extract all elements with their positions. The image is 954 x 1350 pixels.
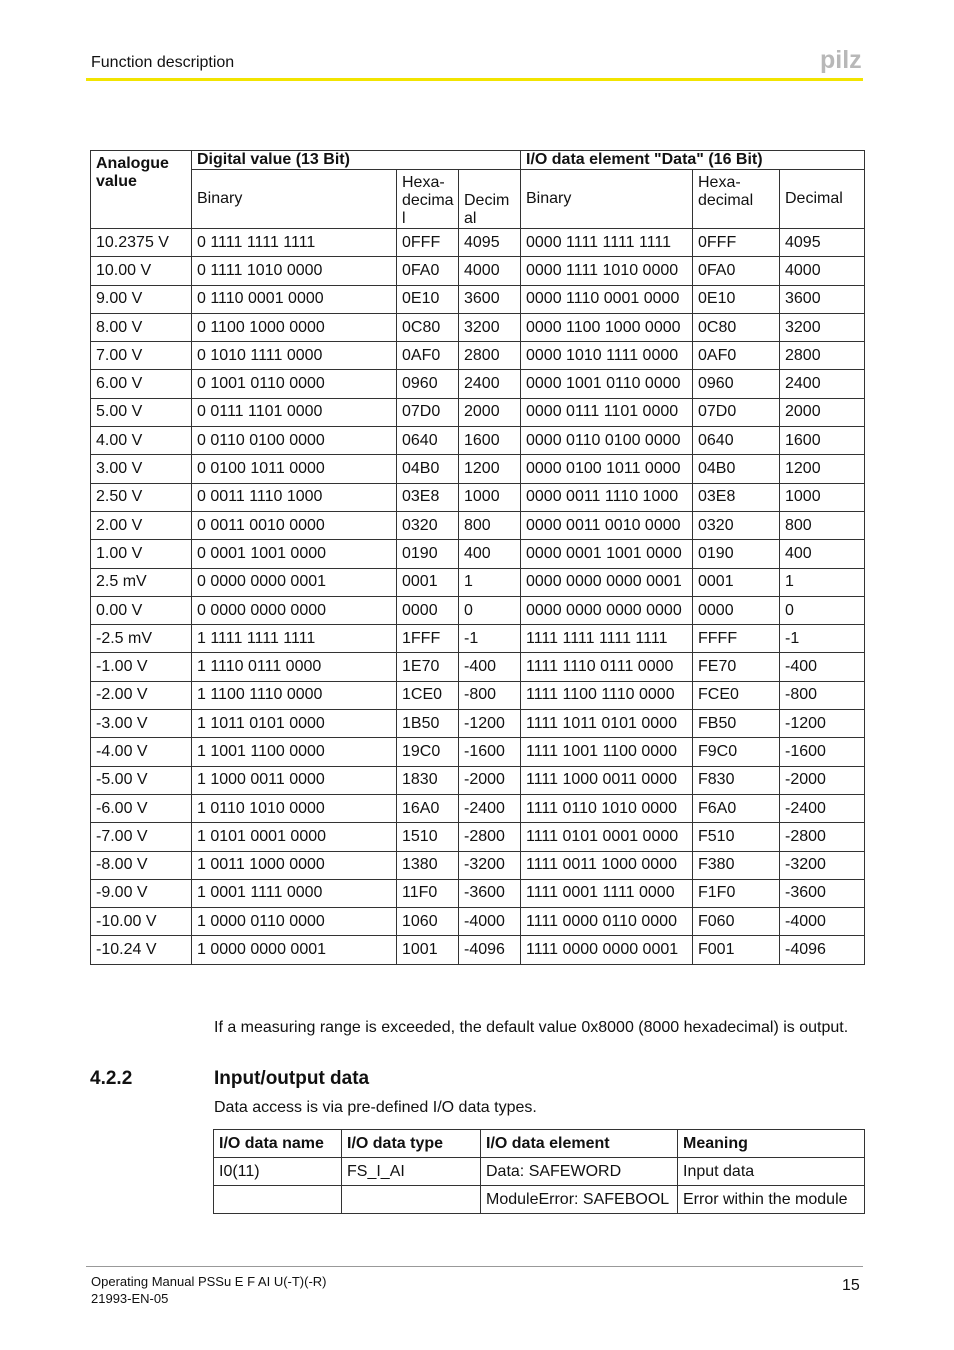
table-cell: 0000 bbox=[693, 596, 780, 624]
table-row bbox=[91, 342, 865, 370]
table-cell: 1200 bbox=[459, 455, 521, 483]
table-cell: 0000 1010 1111 0000 bbox=[521, 342, 693, 370]
table-cell: 0 bbox=[780, 596, 865, 624]
table-cell: 4.00 V bbox=[91, 427, 192, 455]
table-cell: 1200 bbox=[780, 455, 865, 483]
table-row bbox=[91, 908, 865, 936]
table-cell: 0FFF bbox=[397, 229, 459, 257]
table-cell: 1111 0110 1010 0000 bbox=[521, 794, 693, 822]
table-cell: 0960 bbox=[397, 370, 459, 398]
range-exceeded-note: If a measuring range is exceeded, the default value 0x8000 (8000 hexadecimal) is output. bbox=[214, 1019, 849, 1036]
table-cell: 0640 bbox=[693, 427, 780, 455]
table-cell: 1111 0101 0001 0000 bbox=[521, 823, 693, 851]
table-cell: -2800 bbox=[780, 823, 865, 851]
table-cell: -4.00 V bbox=[91, 738, 192, 766]
column-header: I/O data name bbox=[214, 1130, 342, 1158]
table-cell: -2000 bbox=[780, 766, 865, 794]
table-cell: 1000 bbox=[459, 483, 521, 511]
table-cell: -10.24 V bbox=[91, 936, 192, 964]
table-cell: 0000 bbox=[397, 596, 459, 624]
table-cell: 3600 bbox=[459, 285, 521, 313]
table-cell: 0 1010 1111 0000 bbox=[192, 342, 397, 370]
table-cell: 0000 0100 1011 0000 bbox=[521, 455, 693, 483]
table-cell: -10.00 V bbox=[91, 908, 192, 936]
table-cell: 2.5 mV bbox=[91, 568, 192, 596]
table-cell: 0AF0 bbox=[693, 342, 780, 370]
table-cell: 0640 bbox=[397, 427, 459, 455]
table-cell: 0000 1111 1111 1111 bbox=[521, 229, 693, 257]
col-decimal-16: Decimal bbox=[780, 170, 865, 229]
table-cell: F6A0 bbox=[693, 794, 780, 822]
table-cell: 0000 0111 1101 0000 bbox=[521, 398, 693, 426]
table-cell: 1111 0001 1111 0000 bbox=[521, 879, 693, 907]
table-cell: 1 0110 1010 0000 bbox=[192, 794, 397, 822]
table-row bbox=[214, 1158, 865, 1186]
table-cell: 2.00 V bbox=[91, 511, 192, 539]
table-cell: -1 bbox=[780, 625, 865, 653]
table-cell: 0 0000 0000 0001 bbox=[192, 568, 397, 596]
table-cell: 800 bbox=[459, 511, 521, 539]
table-cell: 4095 bbox=[780, 229, 865, 257]
table-row bbox=[91, 427, 865, 455]
table-cell: 2.50 V bbox=[91, 483, 192, 511]
table-cell: Input data bbox=[678, 1158, 865, 1186]
table-cell: 0 0110 0100 0000 bbox=[192, 427, 397, 455]
table-row bbox=[91, 257, 865, 285]
table-cell: 19C0 bbox=[397, 738, 459, 766]
table-cell: F9C0 bbox=[693, 738, 780, 766]
table-cell: 0190 bbox=[397, 540, 459, 568]
col-binary-13: Binary bbox=[192, 170, 397, 229]
table-cell: 0FA0 bbox=[397, 257, 459, 285]
table-cell: 03E8 bbox=[397, 483, 459, 511]
table-cell: -4096 bbox=[459, 936, 521, 964]
table-cell: 1E70 bbox=[397, 653, 459, 681]
table-cell: F380 bbox=[693, 851, 780, 879]
table-cell: -3200 bbox=[459, 851, 521, 879]
section-title: Input/output data bbox=[214, 1068, 370, 1089]
table-cell: 1 1111 1111 1111 bbox=[192, 625, 397, 653]
table-cell: 0E10 bbox=[397, 285, 459, 313]
table-cell: 03E8 bbox=[693, 483, 780, 511]
table-cell: 2000 bbox=[459, 398, 521, 426]
table-cell: 0001 bbox=[693, 568, 780, 596]
table-cell: ModuleError: SAFEBOOL bbox=[481, 1186, 678, 1214]
table-row bbox=[91, 681, 865, 709]
io-data-table bbox=[213, 1129, 865, 1214]
col-digital-value: Digital value (13 Bit) bbox=[192, 151, 521, 170]
table-cell: -800 bbox=[459, 681, 521, 709]
table-cell: 0 1001 0110 0000 bbox=[192, 370, 397, 398]
table-cell: 4000 bbox=[459, 257, 521, 285]
table-cell: -4096 bbox=[780, 936, 865, 964]
table-row bbox=[91, 738, 865, 766]
table-cell: 11F0 bbox=[397, 879, 459, 907]
table-cell: 1 0000 0000 0001 bbox=[192, 936, 397, 964]
table-cell: 0 0011 0010 0000 bbox=[192, 511, 397, 539]
table-cell: -3600 bbox=[459, 879, 521, 907]
table-cell: 1.00 V bbox=[91, 540, 192, 568]
table-cell: 1 1100 1110 0000 bbox=[192, 681, 397, 709]
table-row bbox=[91, 229, 865, 257]
table-row bbox=[91, 483, 865, 511]
table-cell: 0000 0000 0000 0000 bbox=[521, 596, 693, 624]
table-cell: 1FFF bbox=[397, 625, 459, 653]
col-hexa-13: Hexa- decima l bbox=[397, 170, 459, 229]
footer-manual-title: Operating Manual PSSu E F AI U(-T)(-R) bbox=[91, 1274, 327, 1289]
section-intro: Data access is via pre-defined I/O data types. bbox=[214, 1099, 537, 1116]
table-cell: 0 0001 1001 0000 bbox=[192, 540, 397, 568]
table-cell: 0000 0011 0010 0000 bbox=[521, 511, 693, 539]
table-row bbox=[91, 851, 865, 879]
table-cell: 8.00 V bbox=[91, 313, 192, 341]
col-analogue-value: Analogue value bbox=[91, 151, 192, 229]
table-cell: 2800 bbox=[459, 342, 521, 370]
table-cell: 0000 1001 0110 0000 bbox=[521, 370, 693, 398]
table-cell: 1 1001 1100 0000 bbox=[192, 738, 397, 766]
table-cell: 0FFF bbox=[693, 229, 780, 257]
table-cell: 10.2375 V bbox=[91, 229, 192, 257]
table-cell: -6.00 V bbox=[91, 794, 192, 822]
table-row bbox=[91, 540, 865, 568]
table-cell: -2.00 V bbox=[91, 681, 192, 709]
table-cell: 1510 bbox=[397, 823, 459, 851]
table-cell: 1 bbox=[459, 568, 521, 596]
table-row bbox=[91, 398, 865, 426]
table-cell: 0190 bbox=[693, 540, 780, 568]
table-cell: 2800 bbox=[780, 342, 865, 370]
table-row bbox=[91, 455, 865, 483]
table-cell: 0 bbox=[459, 596, 521, 624]
table-cell: 0320 bbox=[397, 511, 459, 539]
table-cell: -8.00 V bbox=[91, 851, 192, 879]
table-cell: 3.00 V bbox=[91, 455, 192, 483]
col-io-data-element: I/O data element "Data" (16 Bit) bbox=[521, 151, 865, 170]
table-cell: FB50 bbox=[693, 710, 780, 738]
table-cell: 1111 1100 1110 0000 bbox=[521, 681, 693, 709]
table-cell: 1600 bbox=[780, 427, 865, 455]
table-cell: 400 bbox=[459, 540, 521, 568]
table-cell: 1380 bbox=[397, 851, 459, 879]
table-cell: 1 1011 0101 0000 bbox=[192, 710, 397, 738]
table-cell: 3200 bbox=[459, 313, 521, 341]
table-cell: 1CE0 bbox=[397, 681, 459, 709]
table-cell: -4000 bbox=[780, 908, 865, 936]
table-cell bbox=[342, 1186, 481, 1214]
table-cell: 1 0001 1111 0000 bbox=[192, 879, 397, 907]
table-cell: -7.00 V bbox=[91, 823, 192, 851]
table-cell: 7.00 V bbox=[91, 342, 192, 370]
table-cell: 0 1100 1000 0000 bbox=[192, 313, 397, 341]
table-cell: 0000 0000 0000 0001 bbox=[521, 568, 693, 596]
footer-rule bbox=[86, 1266, 863, 1267]
column-header: I/O data element bbox=[481, 1130, 678, 1158]
table-cell: 1 0101 0001 0000 bbox=[192, 823, 397, 851]
col-decimal-13: Decim al bbox=[459, 170, 521, 229]
table-cell bbox=[214, 1186, 342, 1214]
table-cell: -400 bbox=[459, 653, 521, 681]
table-cell: 1000 bbox=[780, 483, 865, 511]
logo-text: pilz bbox=[820, 48, 862, 74]
pilz-logo bbox=[820, 48, 864, 74]
table-cell: F1F0 bbox=[693, 879, 780, 907]
table-row bbox=[214, 1186, 865, 1214]
table-row bbox=[91, 936, 865, 964]
table-cell: 1001 bbox=[397, 936, 459, 964]
column-header: Meaning bbox=[678, 1130, 865, 1158]
table-cell: 1830 bbox=[397, 766, 459, 794]
table-cell: 0 1111 1111 1111 bbox=[192, 229, 397, 257]
table-cell: -1200 bbox=[459, 710, 521, 738]
table-cell: 0 0000 0000 0000 bbox=[192, 596, 397, 624]
column-header: I/O data type bbox=[342, 1130, 481, 1158]
table-cell: -2.5 mV bbox=[91, 625, 192, 653]
table-cell: -1 bbox=[459, 625, 521, 653]
table-cell: 1111 1111 1111 1111 bbox=[521, 625, 693, 653]
table-cell: 2400 bbox=[780, 370, 865, 398]
table-cell: 0000 0001 1001 0000 bbox=[521, 540, 693, 568]
table-cell: F060 bbox=[693, 908, 780, 936]
table-cell: -1600 bbox=[459, 738, 521, 766]
table-cell: FS_I_AI bbox=[342, 1158, 481, 1186]
table-row bbox=[91, 794, 865, 822]
col-hexa-16: Hexa- decimal bbox=[693, 170, 780, 229]
conversion-table bbox=[90, 150, 865, 965]
table-cell: I0(11) bbox=[214, 1158, 342, 1186]
table-row bbox=[91, 710, 865, 738]
table-cell: 0FA0 bbox=[693, 257, 780, 285]
table-cell: 4095 bbox=[459, 229, 521, 257]
table-cell: 0 0100 1011 0000 bbox=[192, 455, 397, 483]
table-cell: 1B50 bbox=[397, 710, 459, 738]
table-cell: 1111 1001 1100 0000 bbox=[521, 738, 693, 766]
header-title: Function description bbox=[91, 54, 235, 71]
table-cell: 0000 1100 1000 0000 bbox=[521, 313, 693, 341]
table-cell: FFFF bbox=[693, 625, 780, 653]
table-row bbox=[91, 596, 865, 624]
table-cell: -3600 bbox=[780, 879, 865, 907]
table-cell: 10.00 V bbox=[91, 257, 192, 285]
table-cell: -9.00 V bbox=[91, 879, 192, 907]
table-cell: 3200 bbox=[780, 313, 865, 341]
table-cell: FE70 bbox=[693, 653, 780, 681]
table-cell: 1600 bbox=[459, 427, 521, 455]
table-row bbox=[91, 625, 865, 653]
table-cell: -2000 bbox=[459, 766, 521, 794]
table-cell: F830 bbox=[693, 766, 780, 794]
table-cell: 9.00 V bbox=[91, 285, 192, 313]
table-cell: 1 bbox=[780, 568, 865, 596]
table-cell: 0 1110 0001 0000 bbox=[192, 285, 397, 313]
table-cell: 3600 bbox=[780, 285, 865, 313]
table-cell: 0 1111 1010 0000 bbox=[192, 257, 397, 285]
table-cell: 1111 1110 0111 0000 bbox=[521, 653, 693, 681]
table-cell: 0320 bbox=[693, 511, 780, 539]
table-cell: 2000 bbox=[780, 398, 865, 426]
table-cell: 6.00 V bbox=[91, 370, 192, 398]
table-row bbox=[91, 879, 865, 907]
table-cell: 0 0111 1101 0000 bbox=[192, 398, 397, 426]
table-cell: 1111 0000 0000 0001 bbox=[521, 936, 693, 964]
table-cell: -800 bbox=[780, 681, 865, 709]
table-cell: 1 1110 0111 0000 bbox=[192, 653, 397, 681]
table-cell: FCE0 bbox=[693, 681, 780, 709]
table-row bbox=[91, 511, 865, 539]
table-row bbox=[91, 313, 865, 341]
section-number: 4.2.2 bbox=[90, 1068, 133, 1089]
table-cell: 0 0011 1110 1000 bbox=[192, 483, 397, 511]
table-cell: 16A0 bbox=[397, 794, 459, 822]
table-cell: 0000 0110 0100 0000 bbox=[521, 427, 693, 455]
table-cell: 0C80 bbox=[397, 313, 459, 341]
table-cell: -2400 bbox=[459, 794, 521, 822]
table-cell: 0000 0011 1110 1000 bbox=[521, 483, 693, 511]
table-cell: 0000 1111 1010 0000 bbox=[521, 257, 693, 285]
table-cell: -2400 bbox=[780, 794, 865, 822]
table-row bbox=[91, 285, 865, 313]
header-rule bbox=[86, 78, 863, 81]
table-cell: 0001 bbox=[397, 568, 459, 596]
table-cell: 1111 1011 0101 0000 bbox=[521, 710, 693, 738]
table-cell: -1600 bbox=[780, 738, 865, 766]
table-cell: F510 bbox=[693, 823, 780, 851]
table-cell: 07D0 bbox=[397, 398, 459, 426]
table-cell: 0C80 bbox=[693, 313, 780, 341]
footer-doc-id: 21993-EN-05 bbox=[91, 1291, 169, 1306]
table-cell: -1200 bbox=[780, 710, 865, 738]
table-cell: 1 0011 1000 0000 bbox=[192, 851, 397, 879]
table-cell: -1.00 V bbox=[91, 653, 192, 681]
table-cell: -3.00 V bbox=[91, 710, 192, 738]
table-row bbox=[91, 370, 865, 398]
col-binary-16: Binary bbox=[521, 170, 693, 229]
table-cell: 0000 1110 0001 0000 bbox=[521, 285, 693, 313]
table-row bbox=[91, 653, 865, 681]
table-cell: 2400 bbox=[459, 370, 521, 398]
table-cell: 0.00 V bbox=[91, 596, 192, 624]
table-cell: 1111 1000 0011 0000 bbox=[521, 766, 693, 794]
table-cell: 4000 bbox=[780, 257, 865, 285]
table-cell: 0960 bbox=[693, 370, 780, 398]
table-cell: 1111 0000 0110 0000 bbox=[521, 908, 693, 936]
table-cell: -3200 bbox=[780, 851, 865, 879]
table-cell: 5.00 V bbox=[91, 398, 192, 426]
table-cell: 400 bbox=[780, 540, 865, 568]
table-row bbox=[91, 766, 865, 794]
table-cell: 04B0 bbox=[693, 455, 780, 483]
table-cell: F001 bbox=[693, 936, 780, 964]
table-cell: 04B0 bbox=[397, 455, 459, 483]
table-cell: Data: SAFEWORD bbox=[481, 1158, 678, 1186]
table-row bbox=[91, 823, 865, 851]
footer-left bbox=[91, 1273, 327, 1307]
table-cell: Error within the module bbox=[678, 1186, 865, 1214]
table-cell: -5.00 V bbox=[91, 766, 192, 794]
table-cell: -400 bbox=[780, 653, 865, 681]
table-cell: -4000 bbox=[459, 908, 521, 936]
table-cell: 0AF0 bbox=[397, 342, 459, 370]
table-cell: 1 1000 0011 0000 bbox=[192, 766, 397, 794]
table-cell: 1 0000 0110 0000 bbox=[192, 908, 397, 936]
table-cell: 1060 bbox=[397, 908, 459, 936]
table-cell: 0E10 bbox=[693, 285, 780, 313]
table-cell: 800 bbox=[780, 511, 865, 539]
page-number: 15 bbox=[842, 1277, 860, 1294]
table-row bbox=[91, 568, 865, 596]
table-cell: 1111 0011 1000 0000 bbox=[521, 851, 693, 879]
table-cell: 07D0 bbox=[693, 398, 780, 426]
table-cell: -2800 bbox=[459, 823, 521, 851]
